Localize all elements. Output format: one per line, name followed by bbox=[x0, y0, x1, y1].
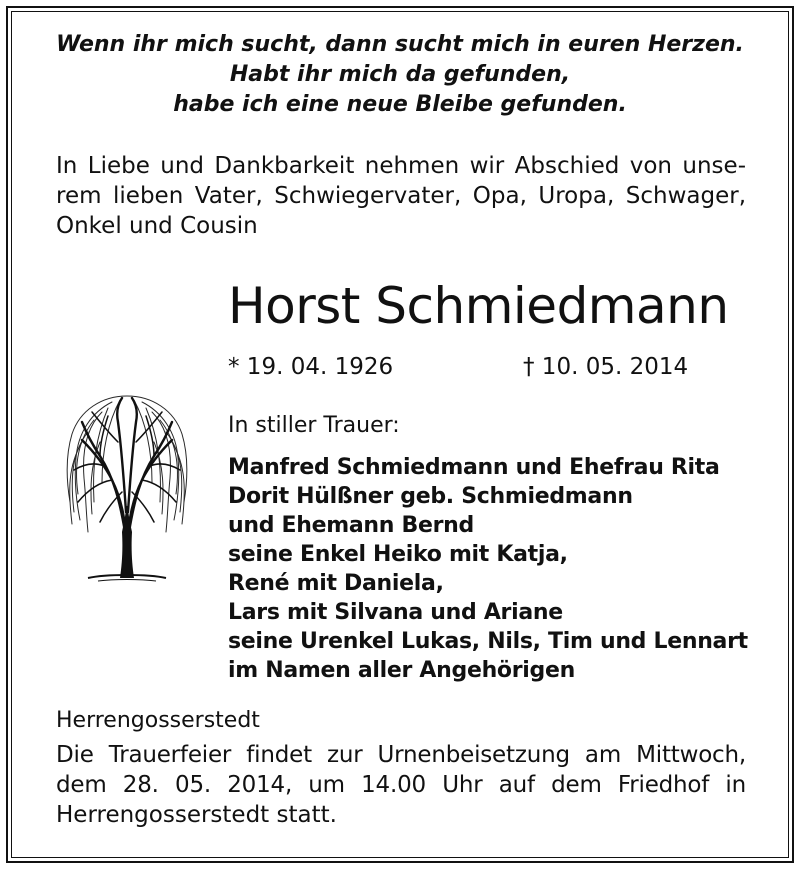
ceremony-line-3: Herrengosserstedt statt. bbox=[56, 802, 337, 828]
mourner-line: Manfred Schmiedmann und Ehefrau Rita bbox=[228, 455, 720, 480]
intro-line-2: rem lieben Vater, Schwiegervater, Opa, Uropa, Schwager, bbox=[56, 183, 746, 209]
intro-line-1: In Liebe und Dankbarkeit nehmen wir Abschied von unse- bbox=[56, 153, 746, 179]
ceremony-line-1: Die Trauerfeier findet zur Urnenbeisetzung am Mittwoch, bbox=[56, 742, 746, 768]
mourner-line: und Ehemann Bernd bbox=[228, 513, 474, 538]
mourner-line: seine Urenkel Lukas, Nils, Tim und Lennart bbox=[228, 629, 748, 654]
ceremony-text bbox=[56, 740, 746, 830]
death-date: † 10. 05. 2014 bbox=[523, 354, 689, 380]
tree-icon bbox=[42, 382, 212, 582]
mourner-line: René mit Daniela, bbox=[228, 571, 444, 596]
intro-line-3: Onkel und Cousin bbox=[56, 213, 258, 239]
mourner-line: Lars mit Silvana und Ariane bbox=[228, 600, 563, 625]
motto bbox=[30, 30, 770, 120]
ceremony-line-2: dem 28. 05. 2014, um 14.00 Uhr auf dem Friedhof in bbox=[56, 772, 746, 798]
birth-date: * 19. 04. 1926 bbox=[228, 354, 394, 380]
mourner-line: seine Enkel Heiko mit Katja, bbox=[228, 542, 568, 567]
mourning-label: In stiller Trauer: bbox=[228, 413, 400, 438]
mourners-list bbox=[228, 453, 748, 685]
mourner-line: Dorit Hülßner geb. Schmiedmann bbox=[228, 484, 633, 509]
motto-line-1: Wenn ihr mich sucht, dann sucht mich in euren Herzen. bbox=[56, 32, 744, 57]
motto-line-3: habe ich eine neue Bleibe gefunden. bbox=[173, 92, 627, 117]
mourner-line: im Namen aller Angehörigen bbox=[228, 658, 575, 683]
place-name: Herrengosserstedt bbox=[56, 708, 260, 733]
intro-text bbox=[56, 151, 746, 241]
deceased-name: Horst Schmiedmann bbox=[228, 277, 729, 335]
motto-line-2: Habt ihr mich da gefunden, bbox=[229, 62, 571, 87]
